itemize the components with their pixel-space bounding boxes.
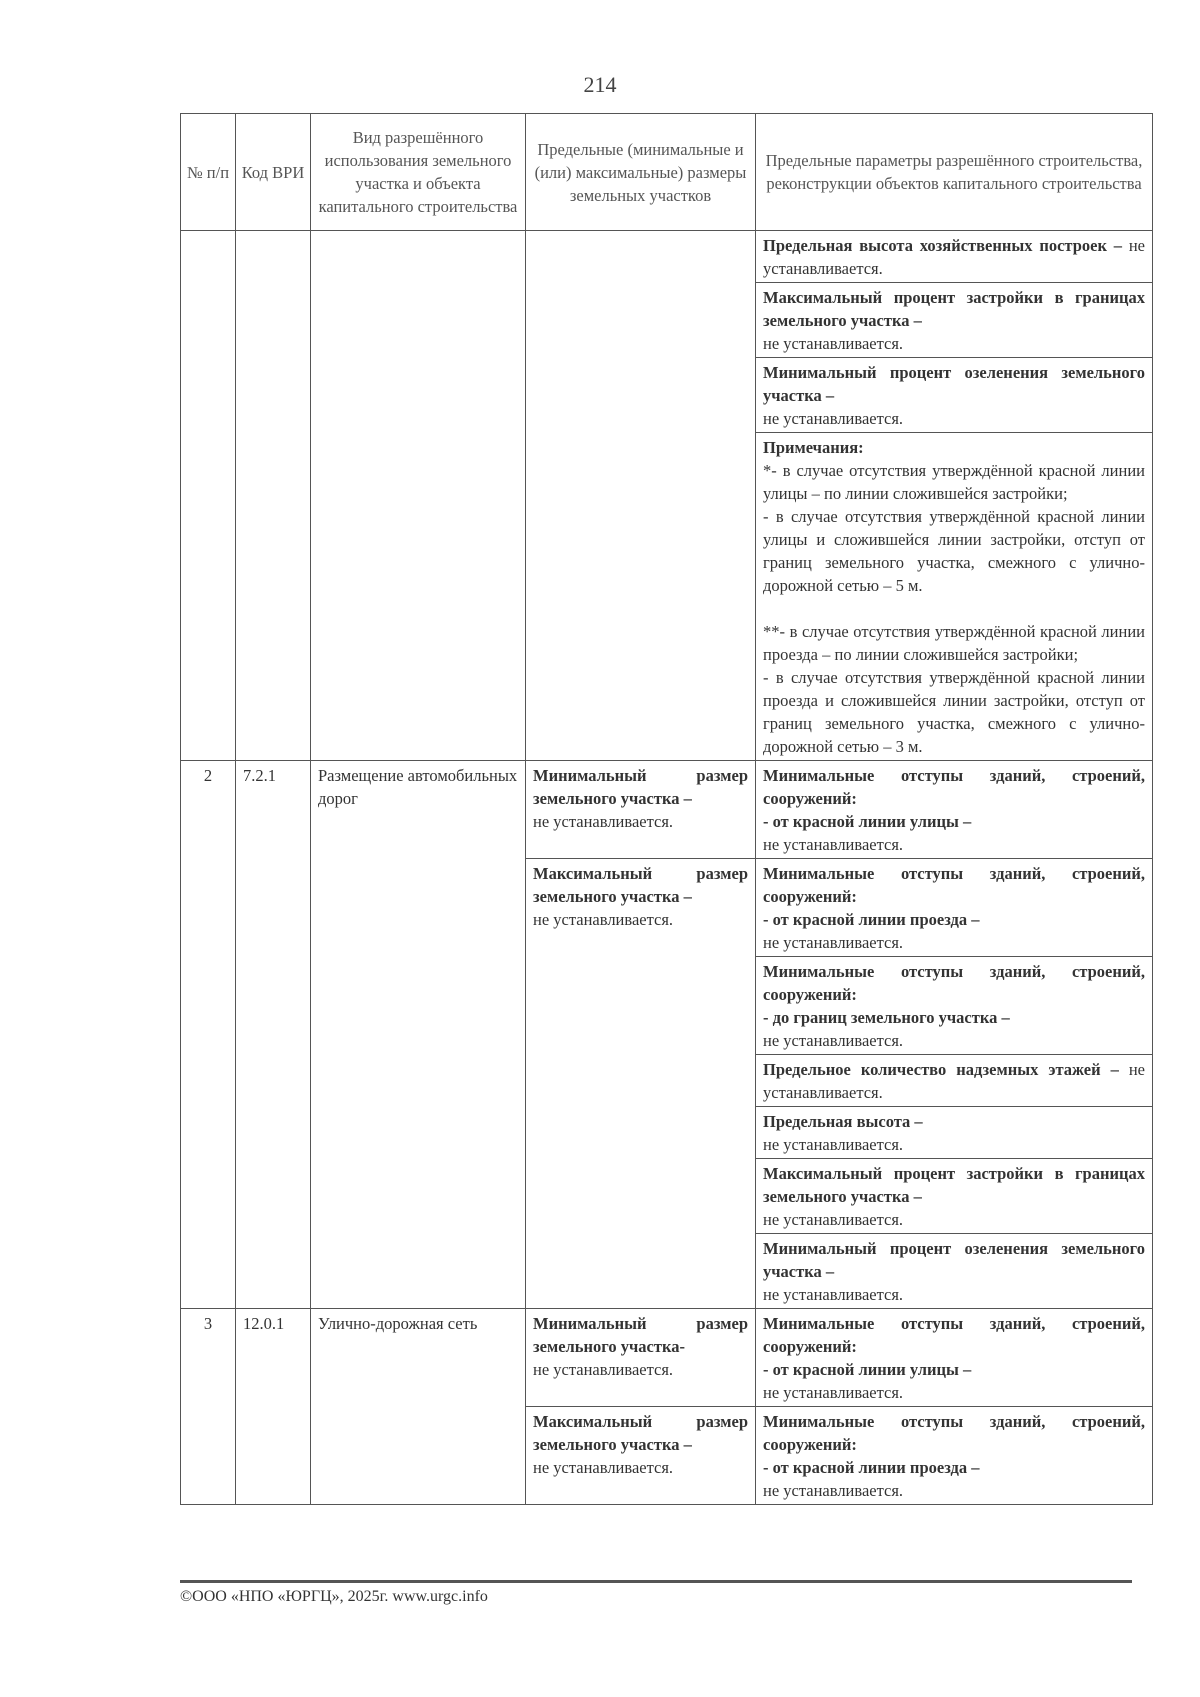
header-code: Код ВРИ (236, 114, 311, 231)
max-size-value: не устанавливается. (533, 1458, 674, 1477)
footer-copyright: ©ООО «НПО «ЮРГЦ», 2025г. www.urgc.info (180, 1588, 488, 1605)
header-use-type: Вид разрешённого использования земельного участка и объекта капитального строительства (311, 114, 526, 231)
param-value: не устанавливается. (763, 1060, 1145, 1102)
note-item: - в случае отсутствия утверждённой красной линии проезда и сложившейся линии застройки, отступ от границ земельного участка, смежного с улично-дорожной сетью – 3 м. (763, 668, 1145, 756)
min-size-value: не устанавливается. (533, 812, 674, 831)
param-value: не устанавливается. (763, 1135, 904, 1154)
param-cell (756, 231, 1153, 283)
min-size-title: Минимальный размер земельного участка – (533, 766, 748, 808)
min-size-title: Минимальный размер земельного участка- (533, 1314, 748, 1356)
param-cell (756, 1407, 1153, 1505)
param-value: не устанавливается. (763, 334, 904, 353)
min-size-cell (526, 1309, 756, 1407)
param-cell (756, 1234, 1153, 1309)
param-title: Минимальные отступы зданий, строений, сооружений: (763, 1314, 1145, 1356)
param-title: Предельная высота – (763, 1112, 923, 1131)
param-cell (756, 1107, 1153, 1159)
param-line: - от красной линии проезда – (763, 910, 980, 929)
row-use-name: Улично-дорожная сеть (311, 1309, 526, 1505)
param-value: не устанавливается. (763, 1285, 904, 1304)
note-item: *- в случае отсутствия утверждённой красной линии улицы – по линии сложившейся застройки; (763, 461, 1145, 503)
param-value: не устанавливается. (763, 933, 904, 952)
param-cell (756, 1055, 1153, 1107)
param-cell (756, 358, 1153, 433)
row-code: 7.2.1 (236, 761, 311, 1309)
min-size-value: не устанавливается. (533, 1360, 674, 1379)
param-line: - от красной линии улицы – (763, 1360, 972, 1379)
param-cell (756, 1159, 1153, 1234)
param-title: Минимальный процент озеленения земельного участка – (763, 1239, 1145, 1281)
param-title: Минимальные отступы зданий, строений, сооружений: (763, 962, 1145, 1004)
footer-divider (180, 1580, 1132, 1583)
param-cell (756, 283, 1153, 358)
page-number: 214 (583, 72, 617, 97)
param-line: - до границ земельного участка – (763, 1008, 1010, 1027)
row-code: 12.0.1 (236, 1309, 311, 1505)
param-line: - от красной линии улицы – (763, 812, 972, 831)
param-cell (756, 761, 1153, 859)
param-cell (756, 957, 1153, 1055)
cont-code-cell (236, 231, 311, 761)
param-value: не устанавливается. (763, 1031, 904, 1050)
param-line: - от красной линии проезда – (763, 1458, 980, 1477)
table-row (181, 761, 1153, 859)
param-value: не устанавливается. (763, 409, 904, 428)
param-value: не устанавливается. (763, 236, 1146, 278)
table-header-row (181, 114, 1153, 231)
param-title: Максимальный процент застройки в границах земельного участка – (763, 1164, 1145, 1206)
param-title: Минимальные отступы зданий, строений, сооружений: (763, 864, 1145, 906)
max-size-cell (526, 859, 756, 1309)
param-cell (756, 1309, 1153, 1407)
max-size-title: Максимальный размер земельного участка – (533, 864, 748, 906)
cont-name-cell (311, 231, 526, 761)
param-title: Предельная высота хозяйственных построек – (763, 236, 1123, 255)
param-title: Максимальный процент застройки в границах земельного участка – (763, 288, 1145, 330)
param-title: Минимальный процент озеленения земельного участка – (763, 363, 1145, 405)
param-title: Минимальные отступы зданий, строений, сооружений: (763, 766, 1145, 808)
param-value: не устанавливается. (763, 1383, 904, 1402)
table-row (181, 231, 1153, 283)
note-item: - в случае отсутствия утверждённой красной линии улицы и сложившейся линии застройки, отступ от границ земельного участка, смежного с улично-дорожной сетью – 5 м. (763, 507, 1145, 595)
header-number: № п/п (181, 114, 236, 231)
regulations-table (180, 113, 1153, 1505)
header-plot-size: Предельные (минимальные и (или) максимальные) размеры земельных участков (526, 114, 756, 231)
param-value: не устанавливается. (763, 1210, 904, 1229)
row-use-name: Размещение автомобильных дорог (311, 761, 526, 1309)
cont-size-cell (526, 231, 756, 761)
param-value: не устанавливается. (763, 1481, 904, 1500)
max-size-title: Максимальный размер земельного участка – (533, 1412, 748, 1454)
param-title: Предельное количество надземных этажей – (763, 1060, 1119, 1079)
param-title: Минимальные отступы зданий, строений, сооружений: (763, 1412, 1145, 1454)
max-size-cell (526, 1407, 756, 1505)
param-cell (756, 859, 1153, 957)
param-value: не устанавливается. (763, 835, 904, 854)
row-number: 2 (181, 761, 236, 1309)
max-size-value: не устанавливается. (533, 910, 674, 929)
cont-number-cell (181, 231, 236, 761)
notes-cell (756, 433, 1153, 761)
row-number: 3 (181, 1309, 236, 1505)
notes-title: Примечания: (763, 438, 864, 457)
min-size-cell (526, 761, 756, 859)
note-item: **- в случае отсутствия утверждённой красной линии проезда – по линии сложившейся застройки; (763, 622, 1145, 664)
table-row (181, 1309, 1153, 1407)
header-parameters: Предельные параметры разрешённого строительства, реконструкции объектов капитального строительства (756, 114, 1153, 231)
